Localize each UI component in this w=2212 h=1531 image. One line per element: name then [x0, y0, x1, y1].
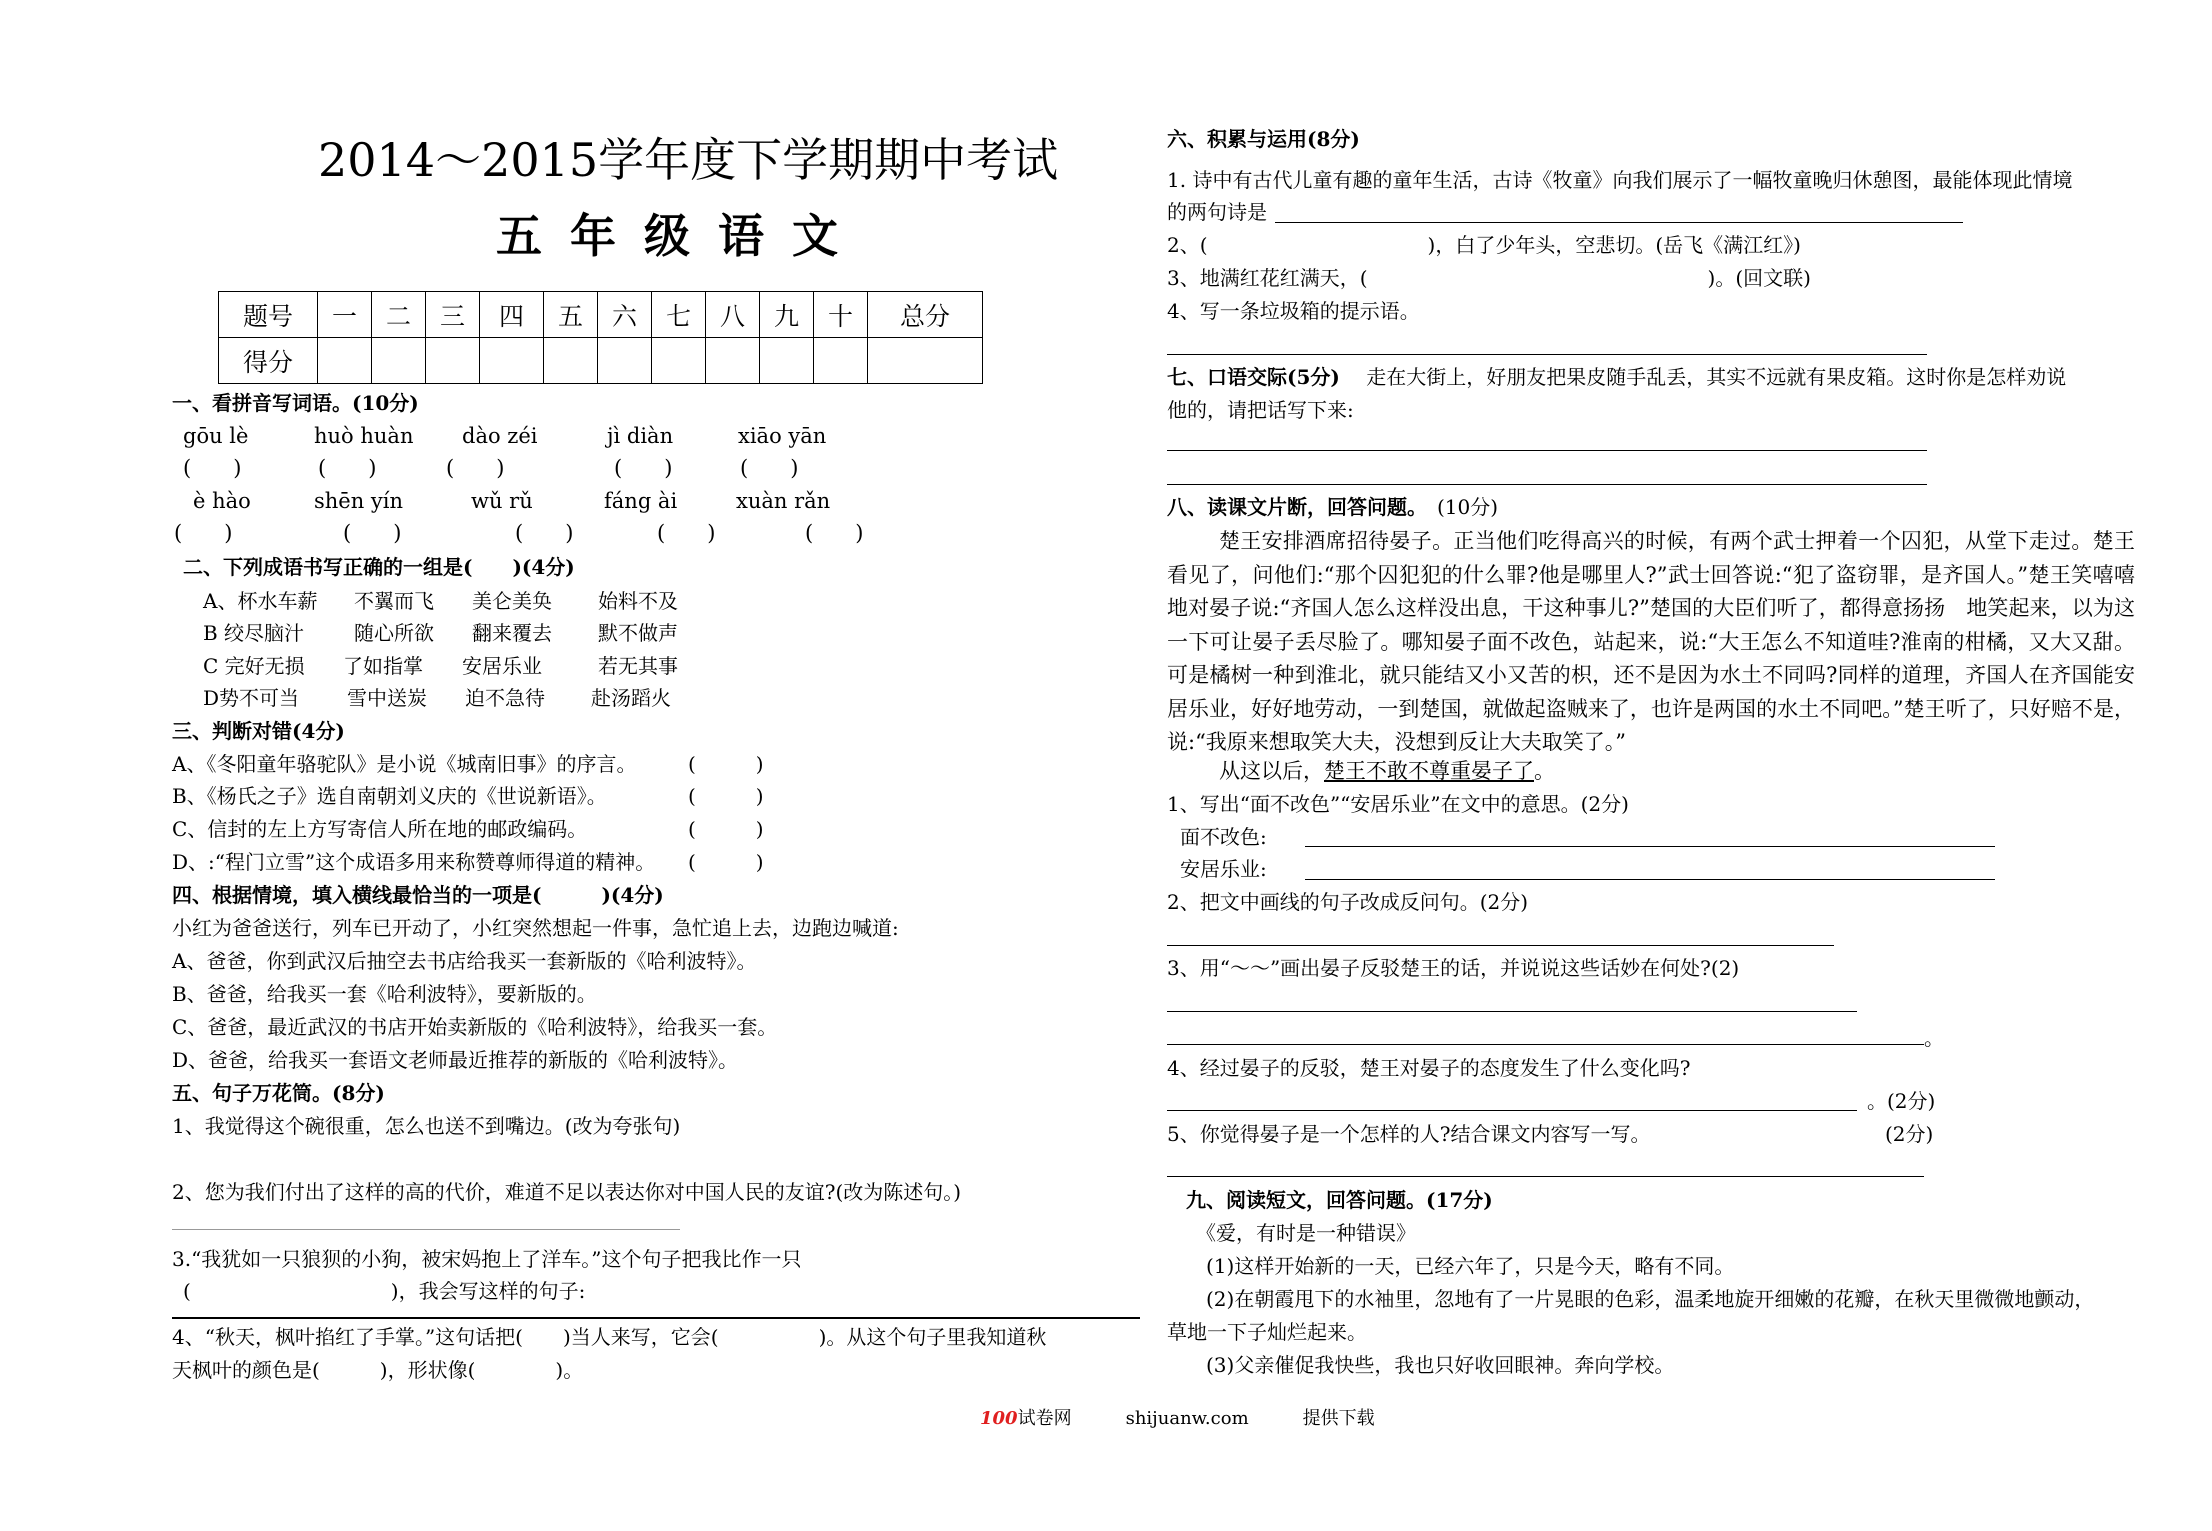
footer-site: 试卷网: [1017, 1408, 1072, 1429]
footer-provide: 提供下载: [1302, 1408, 1375, 1429]
idiom-option: 不翼而飞: [354, 589, 434, 613]
line-period: 。: [1924, 1026, 1944, 1050]
section-4-heading: 四、根据情境，填入横线最恰当的一项是( )(4分): [172, 883, 664, 907]
answer-line[interactable]: [1275, 222, 1963, 223]
score-input-cell[interactable]: [426, 338, 480, 384]
section-2-heading: 二、下列成语书写正确的一组是( )(4分): [183, 555, 575, 579]
answer-line[interactable]: [1167, 450, 1927, 451]
article-paragraph: (2)在朝霞甩下的水袖里，忽地有了一片晃眼的色彩，温柔地旋开细嫩的花瓣，在秋天里微微地颤动，: [1206, 1287, 2095, 1311]
judge-item: B、《杨氏之子》选自南朝刘义庆的《世说新语》。: [172, 784, 607, 808]
score-input-cell[interactable]: [544, 338, 598, 384]
idiom-option: 赴汤蹈火: [591, 686, 671, 710]
pinyin-4: jì diàn: [607, 424, 674, 448]
reading-question: 3、用“～～”画出晏子反驳楚王的话，并说说这些话妙在何处?(2): [1167, 956, 1740, 980]
answer-bracket[interactable]: ( ): [183, 456, 242, 480]
answer-line[interactable]: [1167, 1176, 1924, 1177]
accumulation-question: 1. 诗中有古代儿童有趣的童年生活，古诗《牧童》向我们展示了一幅牧童晚归休憩图，最能体现此情境: [1167, 168, 2073, 192]
site-logo: 100: [980, 1408, 1018, 1429]
idiom-option: 迫不急待: [465, 686, 545, 710]
pinyin-7: shēn yín: [314, 489, 404, 513]
accumulation-question: 4、写一条垃圾箱的提示语。: [1167, 299, 1420, 323]
section-9-heading: 九、阅读短文，回答问题。(17分): [1186, 1188, 1493, 1212]
underlined-sentence: 楚王不敢不尊重晏子了: [1324, 759, 1534, 783]
score-cell: 八: [706, 292, 760, 338]
answer-line[interactable]: [1167, 484, 1927, 485]
answer-bracket[interactable]: ( ): [174, 521, 233, 545]
idiom-option: 始料不及: [598, 589, 678, 613]
idiom-option: D势不可当: [203, 686, 300, 710]
score-input-cell[interactable]: [652, 338, 706, 384]
sentence-question: 3.“我犹如一只狼狈的小狗，被宋妈抱上了洋车。”这个句子把我比作一只: [172, 1247, 802, 1271]
section-3-heading: 三、判断对错(4分): [172, 719, 345, 743]
score-input-cell[interactable]: [760, 338, 814, 384]
page-footer: [980, 1404, 1375, 1430]
score-cell: 十: [814, 292, 868, 338]
score-input-cell[interactable]: [814, 338, 868, 384]
score-input-cell[interactable]: [318, 338, 372, 384]
article-paragraph: 草地一下子灿烂起来。: [1167, 1320, 1367, 1344]
score-cell: 题号: [219, 292, 318, 338]
article-title: 《爱，有时是一种错误》: [1196, 1221, 1416, 1245]
answer-line[interactable]: [172, 1317, 1140, 1319]
answer-bracket[interactable]: ( ): [688, 850, 764, 874]
pinyin-5: xiāo yān: [738, 424, 827, 448]
score-cell: 总分: [868, 292, 983, 338]
question-points: (2分): [1885, 1122, 1934, 1146]
score-cell: 四: [480, 292, 544, 338]
idiom-option: 安居乐业: [462, 654, 542, 678]
oral-question: [1167, 365, 2066, 389]
idiom-option: A、杯水车薪: [203, 589, 318, 613]
score-cell: 七: [652, 292, 706, 338]
reading-passage: 楚王安排酒席招待晏子。正当他们吃得高兴的时候，有两个武士押着一个囚犯，从堂下走过。楚王看见了，问他们:“那个囚犯犯的什么罪?他是哪里人?”武士回答说:“犯了盗窃罪，是齐国人。”楚王笑嘻嘻地对晏子说:“齐国人怎么这样没出息，干这种事儿?”楚国的大臣们听了，都得意扬扬 地笑起来，以为这一下可让晏子丢尽脸了。哪知晏子面不改色，站起来，说:“大王怎么不知道哇?淮南的柑橘，又大又甜。可是橘树一种到淮北，就只能结又小又苦的枳，还不是因为水土不同吗?同样的道理，齐国人在齐国能安居乐业，好好地劳动，一到楚国，就做起盗贼来了，也许是两国的水土不同吧。”楚王听了，只好赔不是，说:“我原来想取笑大夫，没想到反让大夫取笑了。”: [1167, 529, 2135, 754]
choice-option: D、爸爸，给我买一套语文老师最近推荐的新版的《哈利波特》。: [172, 1048, 739, 1072]
pinyin-2: huò huàn: [314, 424, 414, 448]
score-input-cell[interactable]: [372, 338, 426, 384]
oral-text: 走在大街上，好朋友把果皮随手乱丢，其实不远就有果皮箱。这时你是怎样劝说: [1366, 365, 2067, 389]
pinyin-6: è hào: [193, 489, 251, 513]
answer-bracket[interactable]: ( ): [614, 456, 673, 480]
sentence-question: 4、“秋天，枫叶掐红了手掌。”这句话把( )当人来写，它会( )。从这个句子里我知道秋: [172, 1325, 1047, 1349]
section-8-heading-row: [1167, 495, 1498, 519]
term-label: 面不改色:: [1180, 825, 1267, 849]
idiom-option: 默不做声: [598, 621, 678, 645]
score-table: [218, 291, 983, 384]
sentence-question: ( )，我会写这样的句子:: [183, 1279, 586, 1303]
question-points: 。(2分): [1867, 1089, 1936, 1113]
score-input-cell[interactable]: [868, 338, 983, 384]
answer-bracket[interactable]: ( ): [688, 752, 764, 776]
answer-line[interactable]: [1167, 354, 1927, 355]
footer-url: shijuanw.com: [1125, 1408, 1249, 1429]
section-1-heading: 一、看拼音写词语。(10分): [172, 391, 419, 415]
pinyin-3: dào zéi: [462, 424, 538, 448]
score-cell: 六: [598, 292, 652, 338]
reading-question: 2、把文中画线的句子改成反问句。(2分): [1167, 890, 1529, 914]
sentence-question: 1、我觉得这个碗很重，怎么也送不到嘴边。(改为夸张句): [172, 1114, 681, 1138]
article-paragraph: (3)父亲催促我快些，我也只好收回眼神。奔向学校。: [1206, 1353, 1675, 1377]
accumulation-question: 2、( )，白了少年头，空悲切。(岳飞《满江红》): [1167, 233, 1801, 257]
answer-bracket[interactable]: ( ): [657, 521, 716, 545]
reading-question: 5、你觉得晏子是一个怎样的人?结合课文内容写一写。: [1167, 1122, 1651, 1146]
judge-item: D、:“程门立雪”这个成语多用来称赞尊师得道的精神。: [172, 850, 656, 874]
score-table-header-row: [219, 292, 983, 338]
pinyin-8: wǔ rǔ: [471, 489, 533, 513]
idiom-option: C 完好无损: [203, 654, 305, 678]
answer-bracket[interactable]: ( ): [515, 521, 574, 545]
score-input-cell[interactable]: [598, 338, 652, 384]
score-cell: 九: [760, 292, 814, 338]
passage-last-line: [1219, 759, 1555, 784]
score-cell: 五: [544, 292, 598, 338]
section-8-heading: 八、读课文片断，回答问题。: [1167, 495, 1417, 519]
choice-option: B、爸爸，给我买一套《哈利波特》，要新版的。: [172, 982, 597, 1006]
idiom-option: 雪中送炭: [347, 686, 427, 710]
score-cell: 三: [426, 292, 480, 338]
answer-line[interactable]: [1167, 945, 1834, 946]
sentence-question: 天枫叶的颜色是( )，形状像( )。: [172, 1358, 584, 1382]
score-cell: 一: [318, 292, 372, 338]
score-cell: 二: [372, 292, 426, 338]
section-5-heading: 五、句子万花筒。(8分): [172, 1081, 385, 1105]
pinyin-9: fáng ài: [604, 489, 678, 513]
idiom-option: 翻来覆去: [472, 621, 552, 645]
answer-bracket[interactable]: ( ): [446, 456, 505, 480]
section-6-heading: 六、积累与运用(8分): [1167, 127, 1360, 151]
exam-title: 2014～2015学年度下学期期中考试: [318, 133, 1059, 187]
idiom-option: 随心所欲: [354, 621, 434, 645]
choice-option: A、爸爸，你到武汉后抽空去书店给我买一套新版的《哈利波特》。: [172, 949, 757, 973]
reading-question: 1、写出“面不改色”“安居乐业”在文中的意思。(2分): [1167, 792, 1629, 816]
oral-question: 他的，请把话写下来:: [1167, 398, 1354, 422]
answer-line[interactable]: [172, 1229, 680, 1230]
answer-line[interactable]: [1167, 1011, 1857, 1012]
term-label: 安居乐业:: [1180, 857, 1267, 881]
situation-text: 小红为爸爸送行，列车已开动了，小红突然想起一件事，急忙追上去，边跑边喊道:: [172, 916, 899, 940]
answer-bracket[interactable]: ( ): [318, 456, 377, 480]
score-table-score-row: [219, 338, 983, 384]
exam-subtitle: 五年级语文: [496, 209, 866, 263]
choice-option: C、爸爸，最近武汉的书店开始卖新版的《哈利波特》，给我买一套。: [172, 1015, 778, 1039]
article-paragraph: (1)这样开始新的一天，已经六年了，只是今天，略有不同。: [1206, 1254, 1735, 1278]
accumulation-question: 3、地满红花红满天，( )。(回文联): [1167, 266, 1811, 290]
accumulation-question: 的两句诗是: [1167, 200, 1267, 224]
passage-text: 从这以后，: [1219, 759, 1324, 783]
answer-bracket[interactable]: ( ): [740, 456, 799, 480]
section-7-heading: 七、口语交际(5分): [1167, 365, 1340, 389]
pinyin-10: xuàn rǎn: [736, 489, 831, 513]
idiom-option: 美仑美奂: [472, 589, 552, 613]
score-input-cell[interactable]: [706, 338, 760, 384]
judge-item: A、《冬阳童年骆驼队》是小说《城南旧事》的序言。: [172, 752, 637, 776]
sentence-question: 2、您为我们付出了这样的高的代价，难道不足以表达你对中国人民的友谊?(改为陈述句。): [172, 1180, 962, 1204]
score-cell: 得分: [219, 338, 318, 384]
answer-line[interactable]: [1167, 1044, 1924, 1045]
score-input-cell[interactable]: [480, 338, 544, 384]
judge-item: C、信封的左上方写寄信人所在地的邮政编码。: [172, 817, 588, 841]
section-8-points: (10分): [1437, 495, 1499, 519]
answer-bracket[interactable]: ( ): [343, 521, 402, 545]
idiom-option: 若无其事: [598, 654, 678, 678]
reading-question: 4、经过晏子的反驳，楚王对晏子的态度发生了什么变化吗?: [1167, 1056, 1691, 1080]
idiom-option: B 绞尽脑汁: [203, 621, 305, 645]
answer-line[interactable]: [1305, 846, 1995, 847]
answer-bracket[interactable]: ( ): [688, 784, 764, 808]
answer-line[interactable]: [1305, 879, 1995, 880]
answer-bracket[interactable]: ( ): [688, 817, 764, 841]
passage-text: 。: [1534, 759, 1555, 783]
idiom-option: 了如指掌: [343, 654, 423, 678]
pinyin-1: gōu lè: [183, 424, 249, 448]
answer-line[interactable]: [1167, 1110, 1857, 1111]
answer-bracket[interactable]: ( ): [805, 521, 864, 545]
